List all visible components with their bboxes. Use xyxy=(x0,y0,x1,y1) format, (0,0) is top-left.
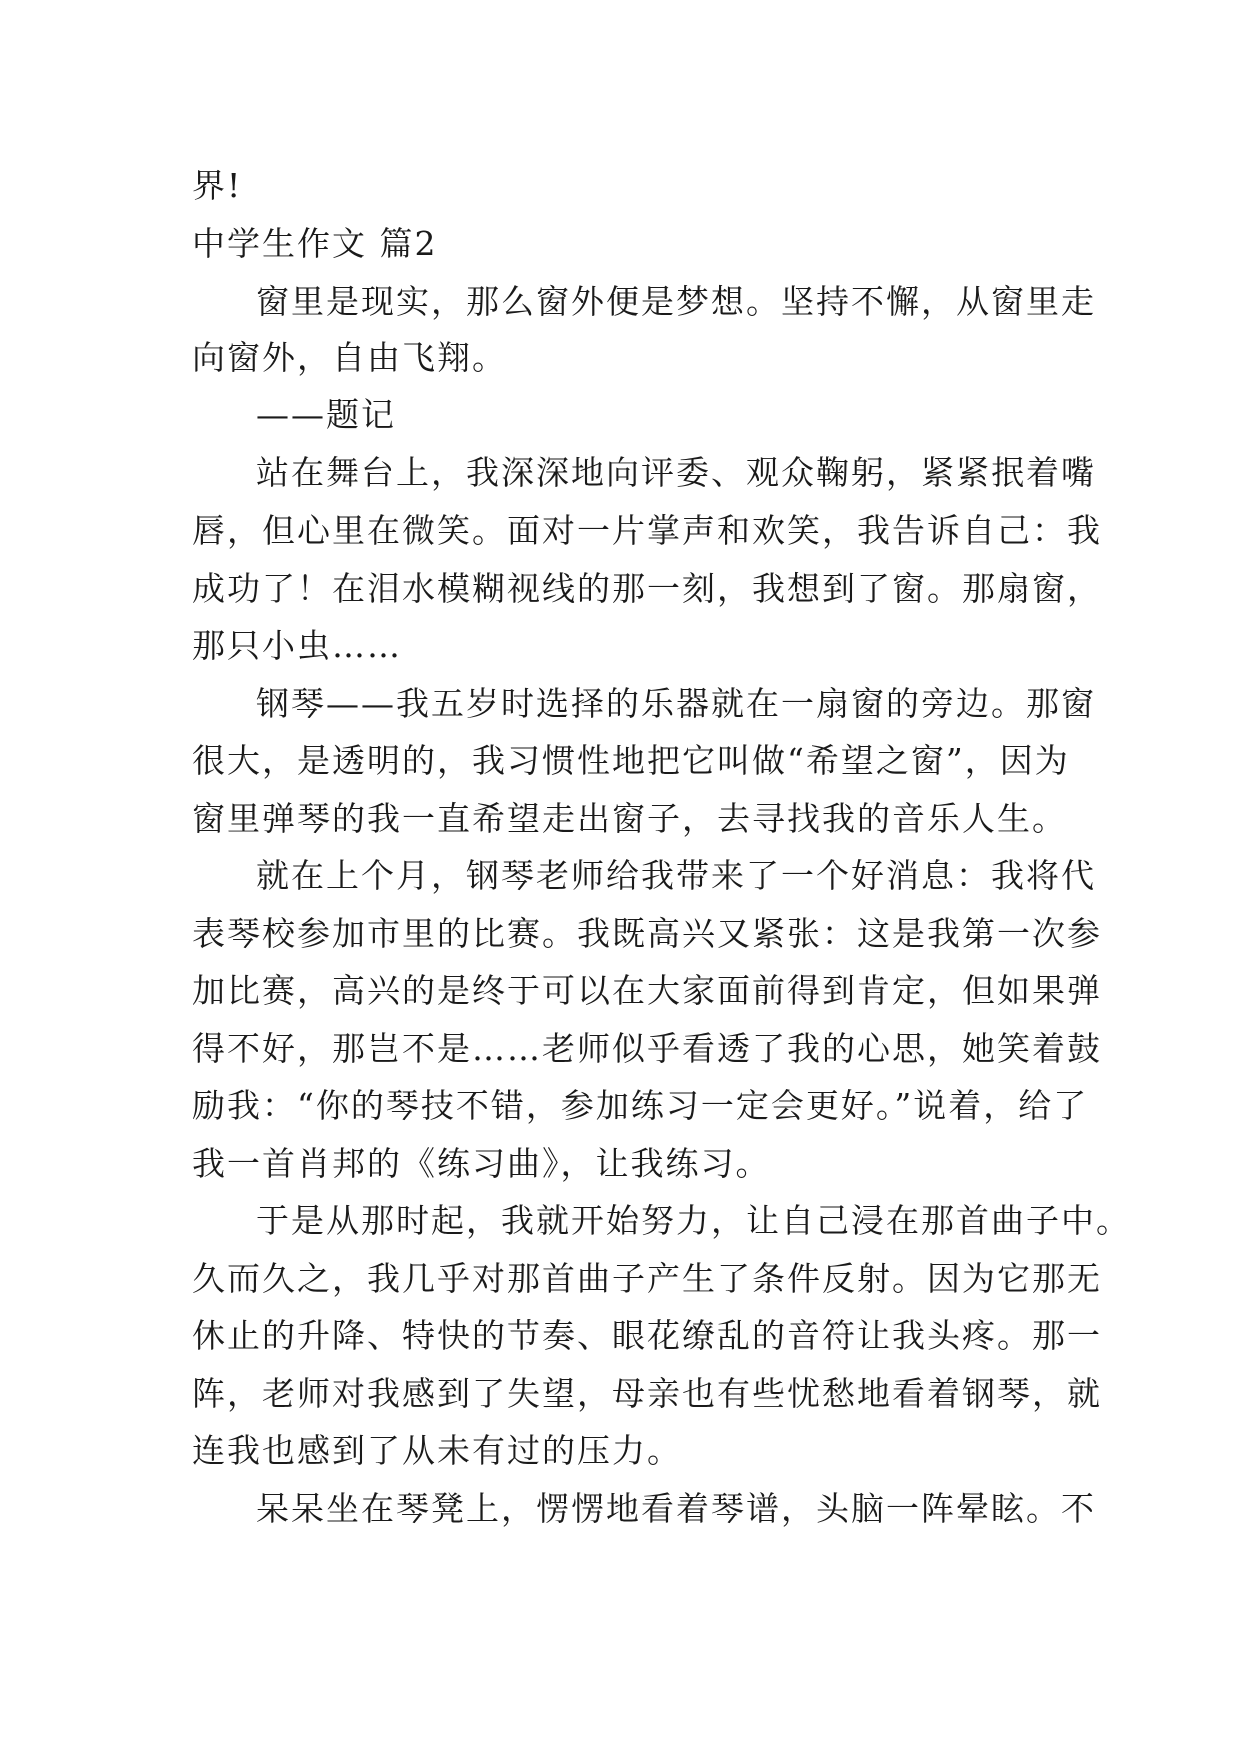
text-line: 我一首肖邦的《练习曲》，让我练习。 xyxy=(192,1144,771,1183)
text-line: 钢琴——我五岁时选择的乐器就在一扇窗的旁边。那窗 xyxy=(256,684,1096,723)
text-line: 那只小虫…… xyxy=(192,626,402,665)
text-line: 加比赛，高兴的是终于可以在大家面前得到肯定，但如果弹 xyxy=(192,971,1102,1010)
text-line: 很大，是透明的，我习惯性地把它叫做“希望之窗”，因为 xyxy=(192,741,1070,780)
text-line: 站在舞台上，我深深地向评委、观众鞠躬，紧紧抿着嘴 xyxy=(256,453,1096,492)
text-line: 窗里是现实，那么窗外便是梦想。坚持不懈，从窗里走 xyxy=(256,282,1096,321)
text-line: 呆呆坐在琴凳上，愣愣地看着琴谱，头脑一阵晕眩。不 xyxy=(256,1489,1096,1528)
text-line: 于是从那时起，我就开始努力，让自己浸在那首曲子中。 xyxy=(256,1201,1131,1240)
text-line: 界! xyxy=(192,166,243,205)
text-line: 阵，老师对我感到了失望，母亲也有些忧愁地看着钢琴，就 xyxy=(192,1374,1102,1413)
epigraph-signature: ——题记 xyxy=(256,395,396,434)
text-line: 向窗外，自由飞翔。 xyxy=(192,338,507,377)
text-line: 窗里弹琴的我一直希望走出窗子，去寻找我的音乐人生。 xyxy=(192,799,1067,838)
text-line: 表琴校参加市里的比赛。我既高兴又紧张：这是我第一次参 xyxy=(192,914,1102,953)
text-line: 就在上个月，钢琴老师给我带来了一个好消息：我将代 xyxy=(256,856,1096,895)
text-line: 成功了！在泪水模糊视线的那一刻，我想到了窗。那扇窗， xyxy=(192,569,1102,608)
text-line: 励我：“你的琴技不错，参加练习一定会更好。”说着，给了 xyxy=(192,1086,1089,1125)
section-heading: 中学生作文 篇2 xyxy=(192,224,438,263)
text-line: 唇，但心里在微笑。面对一片掌声和欢笑，我告诉自己：我 xyxy=(192,511,1102,550)
text-line: 休止的升降、特快的节奏、眼花缭乱的音符让我头疼。那一 xyxy=(192,1316,1102,1355)
text-line: 久而久之，我几乎对那首曲子产生了条件反射。因为它那无 xyxy=(192,1259,1102,1298)
text-line: 连我也感到了从未有过的压力。 xyxy=(192,1431,682,1470)
text-line: 得不好，那岂不是……老师似乎看透了我的心思，她笑着鼓 xyxy=(192,1029,1102,1068)
